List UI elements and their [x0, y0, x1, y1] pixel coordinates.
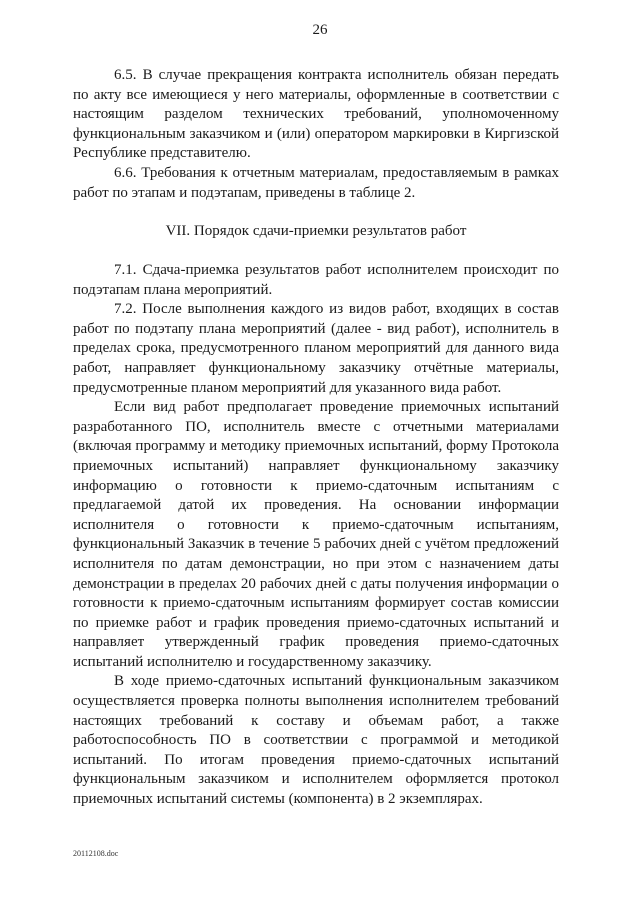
paragraph-acceptance-tests: Если вид работ предполагает проведение приемочных испытаний разработанного ПО, исполнитель вместе с отчетными материалами (включая программу и методику приемочных испытаний, форму Протокола приемочных испытаний) направляет функциональному заказчику информацию о готовности к приемо-сдаточным испытаниям с предлагаемой датой их проведения. На основании информации исполнителя о готовности к приемо-сдаточным испытаниям, функциональный Заказчик в течение 5 рабочих дней с учётом предложений исполнителя по датам демонстрации, но при этом с назначением даты демонстрации в пределах 20 рабочих дней с даты получения информации о готовности к приемо-сдаточным испытаниям формирует состав комиссии по приемке работ и график проведения приемо-сдаточных испытаний и направляет утвержденный график проведения приемо-сдаточных испытаний исполнителю и государственному заказчику. [73, 399, 559, 670]
paragraph-7-2: 7.2. После выполнения каждого из видов работ, входящих в состав работ по подэтапу плана мероприятий (далее - вид работ), исполнитель в пределах срока, предусмотренного планом мероприятий для данного вида работ, направляет функциональному заказчику отчётные материалы, предусмотренные планом мероприятий для указанного вида работ. [73, 301, 559, 396]
section-heading-block [73, 222, 559, 242]
paragraph-7-1: 7.1. Сдача-приемка результатов работ исполнителем происходит по подэтапам плана мероприятий. [73, 262, 559, 298]
page-number: 26 [312, 22, 328, 38]
paragraph-6-6: 6.6. Требования к отчетным материалам, предоставляемым в рамках работ по этапам и подэтапам, приведены в таблице 2. [73, 164, 559, 201]
paragraph-6-5: 6.5. В случае прекращения контракта исполнитель обязан передать по акту все имеющиеся у него материалы, оформленные в соответствии с настоящим разделом технических требований, уполномоченному функциональным заказчиком и (или) оператором маркировки в Киргизской Республике представителю. [73, 67, 559, 162]
lower-body [73, 261, 559, 810]
upper-body [73, 66, 559, 203]
footer-filename: 20112108.doc [73, 849, 119, 858]
section-heading: VII. Порядок сдачи-приемки результатов работ [165, 223, 467, 239]
paragraph-test-process: В ходе приемо-сдаточных испытаний функциональным заказчиком осуществляется проверка полноты выполнения исполнителем требований настоящих требований к составу и объемам работ, а также работоспособность ПО в соответствии с программой и методикой испытаний. По итогам проведения приемо-сдаточных испытаний функциональным заказчиком и исполнителем оформляется протокол приемочных испытаний системы (компонента) в 2 экземплярах. [73, 673, 559, 808]
